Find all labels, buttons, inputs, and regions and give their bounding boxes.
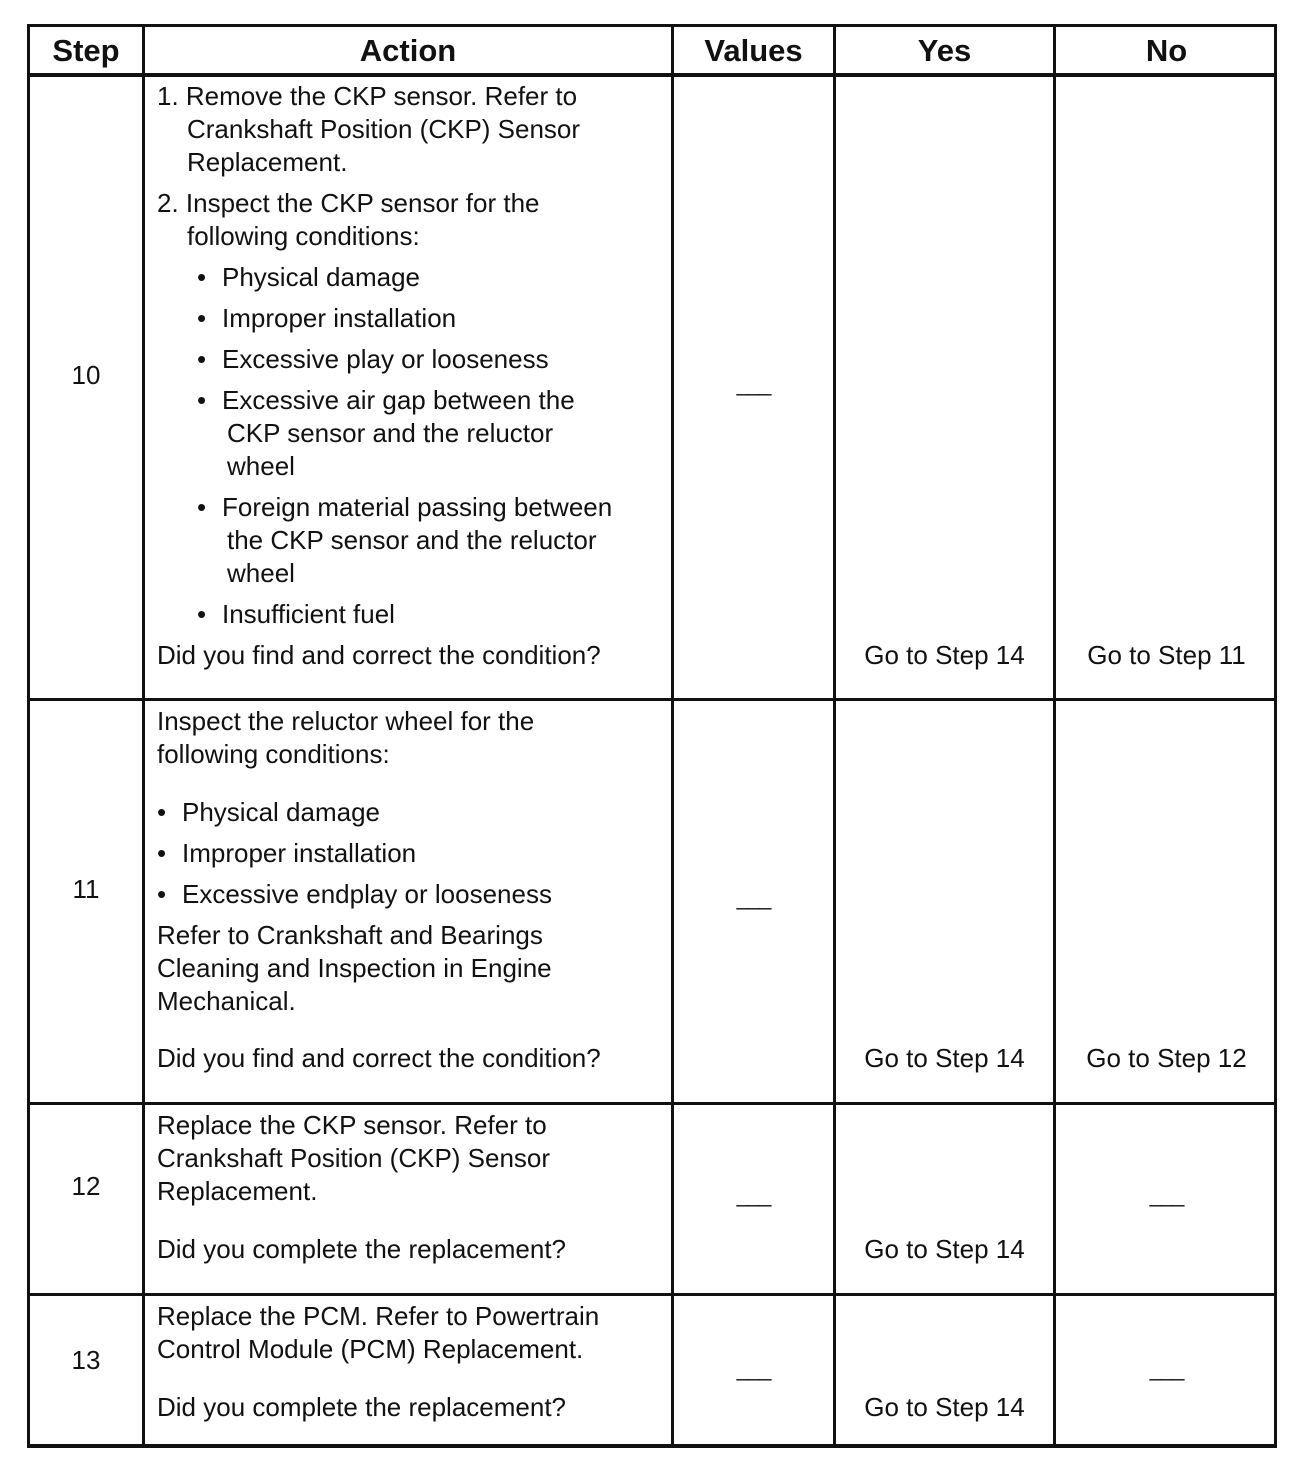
action-text: Excessive air gap between the — [222, 385, 575, 415]
action-text: the CKP sensor and the reluctor — [227, 525, 597, 555]
diagnostic-table — [27, 24, 1277, 1448]
bullet-icon: • — [197, 385, 207, 415]
action-text: wheel — [227, 558, 295, 588]
bullet-icon: • — [197, 303, 207, 333]
action-text: CKP sensor and the reluctor — [227, 418, 554, 448]
action-text: Inspect the reluctor wheel for the — [157, 706, 535, 736]
bullet-icon: • — [197, 492, 207, 522]
header-step: Step — [52, 33, 120, 68]
action-text: following conditions: — [157, 739, 390, 769]
action-text: Physical damage — [182, 797, 380, 827]
bullet-icon: • — [197, 599, 207, 629]
action-text: Replacement. — [157, 1176, 318, 1206]
question-text: Did you find and correct the condition? — [157, 640, 601, 670]
action-text: Mechanical. — [157, 986, 296, 1016]
action-text: Excessive endplay or looseness — [182, 879, 552, 909]
column-divider — [1053, 27, 1056, 1444]
action-text: following conditions: — [187, 221, 420, 251]
action-text: Foreign material passing between — [222, 492, 613, 522]
question-text: Did you find and correct the condition? — [157, 1043, 601, 1073]
action-text: Control Module (PCM) Replacement. — [157, 1334, 584, 1364]
action-text: Improper installation — [222, 303, 457, 333]
question-text: Did you complete the replacement? — [157, 1392, 567, 1422]
step-number: 13 — [71, 1345, 101, 1375]
no-link: Go to Step 11 — [1087, 640, 1246, 670]
yes-link: Go to Step 14 — [864, 640, 1025, 670]
action-text: Crankshaft Position (CKP) Sensor — [157, 1143, 551, 1173]
yes-link: Go to Step 14 — [864, 1234, 1025, 1264]
header-values: Values — [704, 33, 803, 68]
question-text: Did you complete the replacement? — [157, 1234, 567, 1264]
no-link: Go to Step 12 — [1086, 1043, 1247, 1073]
yes-link: Go to Step 14 — [864, 1043, 1025, 1073]
values-empty: ___ — [736, 1182, 771, 1207]
step-number: 11 — [72, 874, 100, 904]
action-text: Excessive play or looseness — [222, 344, 549, 374]
action-text: Replacement. — [187, 147, 348, 177]
header-action: Action — [359, 33, 457, 68]
values-empty: ___ — [736, 885, 771, 910]
bullet-icon: • — [197, 262, 207, 292]
row-divider — [30, 1293, 1274, 1296]
action-text: Crankshaft Position (CKP) Sensor — [187, 114, 581, 144]
header-yes: Yes — [917, 33, 972, 68]
bullet-icon: • — [157, 879, 167, 909]
row-divider — [30, 698, 1274, 701]
step-number: 10 — [71, 360, 101, 390]
step-number: 12 — [71, 1171, 101, 1201]
action-text: Replace the CKP sensor. Refer to — [157, 1110, 547, 1140]
action-text: 1. Remove the CKP sensor. Refer to — [157, 81, 578, 111]
header-no: No — [1145, 33, 1188, 68]
action-text: Physical damage — [222, 262, 420, 292]
no-empty: ___ — [1149, 1182, 1184, 1207]
action-text: Insufficient fuel — [222, 599, 395, 629]
no-empty: ___ — [1149, 1356, 1184, 1381]
column-divider — [833, 27, 836, 1444]
yes-link: Go to Step 14 — [864, 1392, 1025, 1422]
row-divider — [30, 1102, 1274, 1105]
values-empty: ___ — [736, 371, 771, 396]
bullet-icon: • — [157, 838, 167, 868]
action-text: Replace the PCM. Refer to Powertrain — [157, 1301, 600, 1331]
column-divider — [142, 27, 145, 1444]
values-empty: ___ — [736, 1356, 771, 1381]
action-text: 2. Inspect the CKP sensor for the — [157, 188, 540, 218]
action-text: Improper installation — [182, 838, 417, 868]
action-text: Cleaning and Inspection in Engine — [157, 953, 552, 983]
bullet-icon: • — [157, 797, 167, 827]
action-text: Refer to Crankshaft and Bearings — [157, 920, 543, 950]
bullet-icon: • — [197, 344, 207, 374]
action-text: wheel — [227, 451, 295, 481]
column-divider — [671, 27, 674, 1444]
